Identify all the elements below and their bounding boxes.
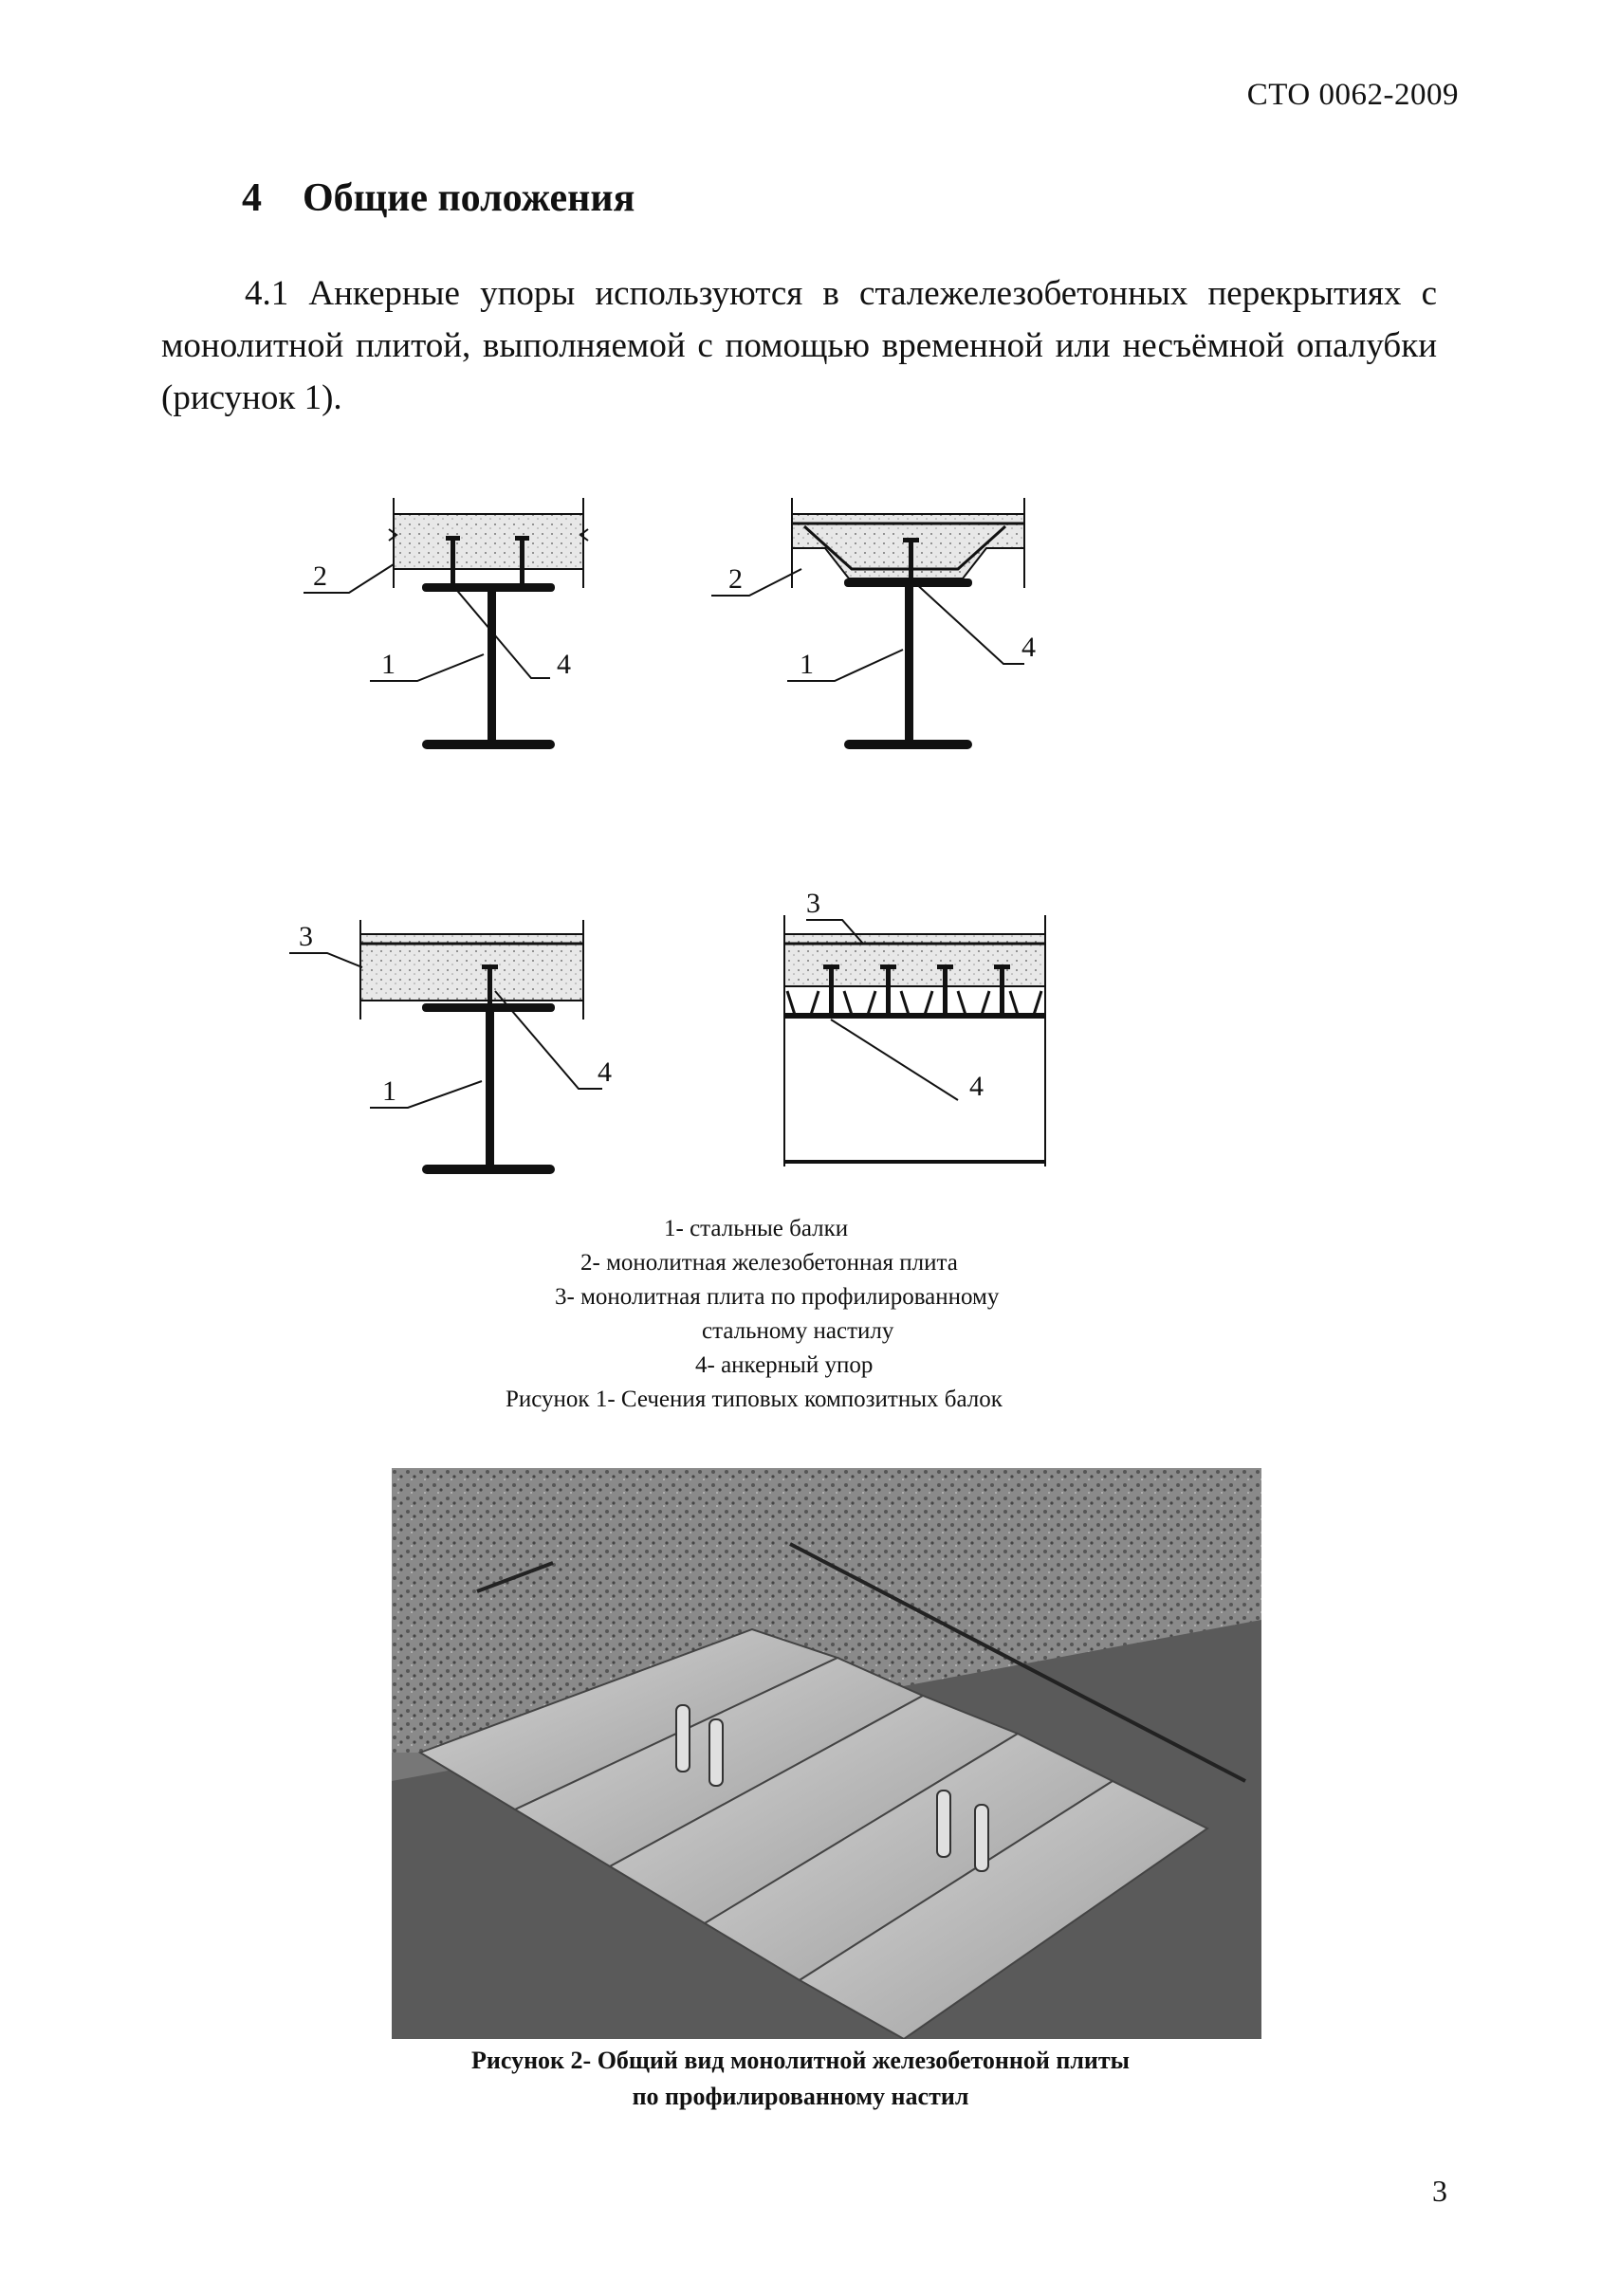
figure-2-caption (0, 2043, 1601, 2115)
flange-top-c (422, 1003, 555, 1012)
figure-2-image (392, 1468, 1261, 2039)
figure-1-legend (0, 1212, 1601, 1417)
flange-top-a (422, 583, 555, 592)
legend-item-1: 1- стальные балки (664, 1216, 849, 1241)
slab-d (784, 934, 1045, 986)
section-heading (242, 175, 635, 221)
figure-2-caption-line2: по профилированному настил (632, 2083, 969, 2110)
callout-4-d: 4 (969, 1071, 984, 1102)
legend-item-3: 3- монолитная плита по профилированному (555, 1284, 1000, 1310)
web-a (488, 592, 496, 744)
figure-1-caption: Рисунок 1- Сечения типовых композитных балок (506, 1387, 1003, 1412)
callout-4-c: 4 (598, 1056, 612, 1088)
legend-item-3-cont: стальному настилу (702, 1318, 894, 1344)
section-d (784, 888, 1045, 1166)
section-number: 4 (242, 176, 262, 220)
callout-1-c: 1 (382, 1075, 396, 1107)
flange-bottom-b (844, 740, 972, 749)
legend-item-4: 4- анкерный упор (695, 1352, 874, 1378)
web-b (905, 587, 913, 744)
figure-1-diagram (275, 474, 1110, 1195)
flange-top-b (844, 579, 972, 587)
page-number: 3 (1432, 2174, 1447, 2208)
callout-1-b: 1 (800, 649, 814, 680)
section-title: Общие положения (303, 176, 635, 220)
web-c (486, 1012, 494, 1168)
callout-4-a: 4 (557, 649, 571, 680)
section-a (304, 498, 588, 749)
callout-3-c: 3 (299, 921, 313, 952)
callout-4-b: 4 (1021, 632, 1036, 663)
flange-bottom-c (422, 1165, 555, 1174)
flange-bottom-a (422, 740, 555, 749)
figure-2-caption-line1: Рисунок 2- Общий вид монолитной железобетонной плиты (471, 2047, 1130, 2074)
slab-a (394, 514, 583, 569)
section-paragraph: 4.1 Анкерные упоры используются в сталежелезобетонных перекрытиях с монолитной плитой, выполняемой с помощью временной или несъёмной опалубки (рисунок 1). (161, 274, 1437, 417)
callout-2-b: 2 (728, 563, 743, 595)
callout-1-a: 1 (381, 649, 396, 680)
section-c (289, 920, 612, 1174)
legend-item-2: 2- монолитная железобетонная плита (580, 1250, 958, 1276)
section-b (711, 498, 1036, 749)
document-code: СТО 0062-2009 (1246, 78, 1459, 112)
callout-3-d: 3 (806, 888, 820, 919)
callout-2-a: 2 (313, 560, 327, 592)
